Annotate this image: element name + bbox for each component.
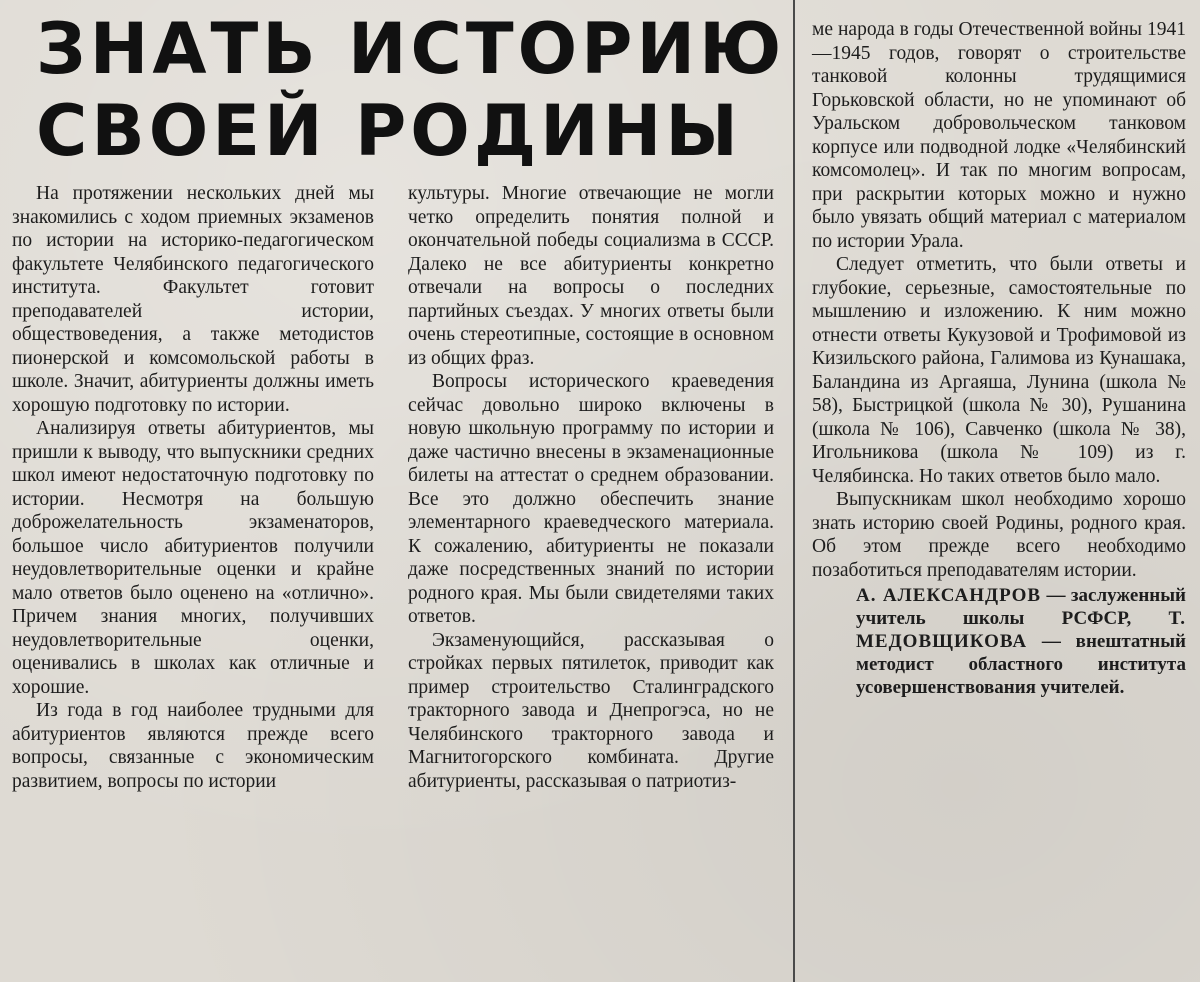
paragraph: Следует отметить, что были ответы и глубокие, серьезные, самостоятельные по мышлению и изложению. К ним можно отнести ответы Кукузовой и Трофимовой из Кизильского района, Галимова из Кунашака, Баландина из Аргаяша, Лунина (школа № 58), Быстрицкой (школа № 30), Рушанина (школа № 106), Савченко (школа № 38), Игольникова (школа № 109) из г. Челябинска. Но таких ответов было мало. bbox=[812, 254, 1186, 487]
author-signature bbox=[812, 584, 1186, 699]
paragraph: ме народа в годы Отечественной войны 1941—1945 годов, говорят о строительстве танковой колонны трудящимися Горьковской области, но не упоминают об Уральском добровольческом танковом корпусе или подводной лодке «Челябинский комсомолец». И так по многим вопросам, при раскрытии которых можно и нужно было увязать общий материал с материалом по истории Урала. bbox=[812, 19, 1186, 252]
author-title: — заслуженный учитель школы РСФСР, bbox=[856, 585, 1186, 629]
paragraph: культуры. Многие отвечающие не могли четко определить понятия полной и окончательной победы социализма в СССР. Далеко не все абитуриенты конкретно отвечали на вопросы о последних партийных съездах. У многих ответы были очень стереотипные, состоящие в основном из общих фраз. bbox=[408, 183, 774, 369]
paragraph: Анализируя ответы абитуриентов, мы пришли к выводу, что выпускники средних школ имеют недостаточную подготовку по истории. Несмотря на большую доброжелательность экзаменаторов, большое число абитуриентов получили неудовлетворительные оценки и крайне мало ответов было оценено на «отлично». Причем знания многих, получивших неудовлетворительные оценки, оценивались в школах как отличные и хорошие. bbox=[12, 418, 374, 698]
paragraph: Из года в год наиболее трудными для абитуриентов являются прежде всего вопросы, связанные с экономическим развитием, вопросы по истории bbox=[12, 700, 374, 792]
author-title: — внештатный методист областного института усовершенствования учителей. bbox=[856, 631, 1186, 698]
headline-line-2: СВОЕЙ РОДИНЫ bbox=[36, 90, 742, 172]
paragraph: Выпускникам школ необходимо хорошо знать историю своей Родины, родного края. Об этом прежде всего необходимо позаботиться преподавателям истории. bbox=[812, 489, 1186, 581]
paragraph: Вопросы исторического краеведения сейчас довольно широко включены в новую школьную программу по истории и даже частично внесены в экзаменационные билеты на аттестат о среднем образовании. Все это должно обеспечить знание элементарного краеведческого материала. К сожалению, абитуриенты не показали даже посредственных знаний по истории родного края. Мы были свидетелями таких ответов. bbox=[408, 371, 774, 627]
author-name: А. АЛЕКСАНДРОВ bbox=[856, 585, 1042, 606]
article-headline bbox=[36, 8, 796, 172]
article-column-1 bbox=[12, 182, 374, 793]
paragraph: На протяжении нескольких дней мы знакомились с ходом приемных экзаменов по истории на историко-педагогическом факультете Челябинского педагогического института. Факультет готовит преподавателей истории, обществоведения, а также методистов пионерской и комсомольской работы в школе. Значит, абитуриенты должны иметь хорошую подготовку по истории. bbox=[12, 183, 374, 416]
article-column-2 bbox=[408, 182, 774, 793]
paragraph: Экзаменующийся, рассказывая о стройках первых пятилеток, приводит как пример строительство Сталинградского тракторного завода и Днепрогэса, но не Челябинского тракторного завода и Магнитогорского комбината. Другие абитуриенты, рассказывая о патриотиз- bbox=[408, 629, 774, 792]
headline-line-1: ЗНАТЬ ИСТОРИЮ bbox=[36, 8, 786, 90]
article-column-3 bbox=[812, 18, 1186, 699]
author-name: Т. МЕДОВЩИКОВА bbox=[856, 608, 1187, 652]
